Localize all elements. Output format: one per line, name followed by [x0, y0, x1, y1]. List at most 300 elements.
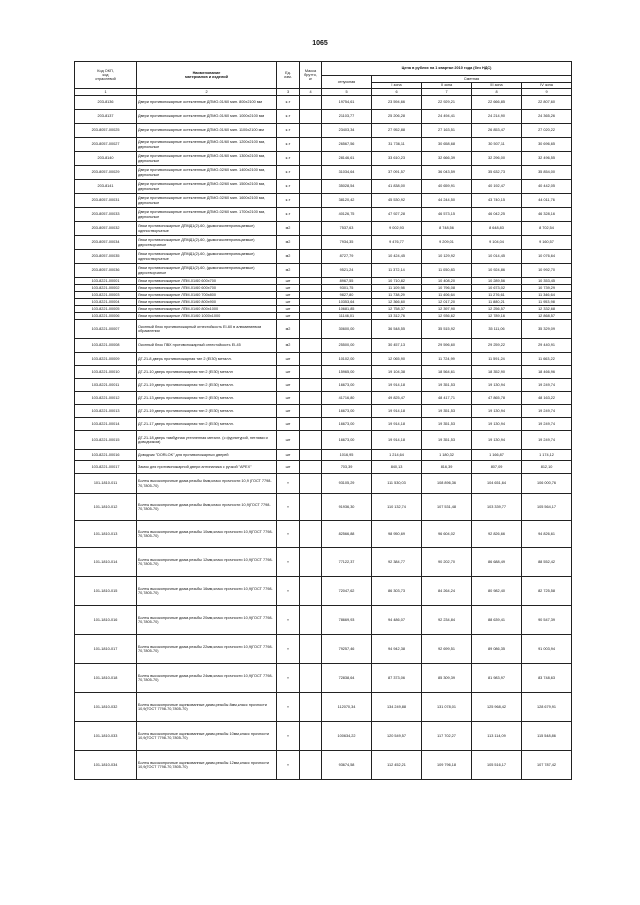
row-name: Двери противопожарные остекленные ДПМО-02/60 мин. 1400х2100 мм, двупольные: [137, 166, 277, 180]
row-release-price: 16673,00: [322, 379, 372, 392]
row-release-price: 31034,64: [322, 166, 372, 180]
row-unit: м2: [277, 236, 300, 250]
row-name: Болты высокопрочные оцинкованные диам.резьбы 8мм,класс прочности 10,9(ГОСТ 7798-70,7805-70): [137, 693, 277, 722]
row-name: Болты высокопрочные диам.резьбы 8мм,класс прочности 10,9(ГОСТ 7798-70,7805-70): [137, 494, 277, 521]
row-mass: [300, 461, 322, 474]
header-code: Код ОКП, код отраслевой: [75, 62, 137, 89]
row-zone1-price: 11 372,14: [372, 264, 422, 278]
row-unit: шт: [277, 313, 300, 320]
row-mass: [300, 494, 322, 521]
row-release-price: 19754,61: [322, 96, 372, 110]
row-unit: шт: [277, 366, 300, 379]
row-zone4-price: 12 332,68: [522, 306, 572, 313]
table-row: [75, 577, 572, 606]
row-zone2-price: 117 702,27: [422, 722, 472, 751]
row-zone3-price: 105 516,17: [472, 751, 522, 780]
column-number: 7: [422, 89, 472, 96]
row-zone3-price: 10 014,45: [472, 250, 522, 264]
row-release-price: 7537,63: [322, 222, 372, 236]
row-unit: шт: [277, 450, 300, 461]
row-release-price: 8727,79: [322, 250, 372, 264]
row-release-price: 79257,46: [322, 635, 372, 664]
row-mass: [300, 292, 322, 299]
row-zone1-price: 134 249,88: [372, 693, 422, 722]
row-zone4-price: 1 174,12: [522, 450, 572, 461]
row-unit: к-т: [277, 124, 300, 138]
row-code: 101-1810-011: [75, 474, 137, 494]
row-release-price: 1016,95: [322, 450, 372, 461]
row-zone3-price: 18 352,90: [472, 366, 522, 379]
row-zone2-price: 27 163,51: [422, 124, 472, 138]
header-zone-1: I зона: [372, 83, 422, 89]
row-name: Двери противопожарные остекленные ДПМО-01/60 мин. 1100х2100 мм: [137, 124, 277, 138]
row-zone1-price: 19 914,18: [372, 418, 422, 431]
row-code: 203-8140: [75, 152, 137, 166]
row-zone1-price: 25 206,28: [372, 110, 422, 124]
row-code: 103-8221-00010: [75, 366, 137, 379]
row-release-price: 28146,61: [322, 152, 372, 166]
row-zone2-price: 11 406,64: [422, 292, 472, 299]
row-zone3-price: 113 114,09: [472, 722, 522, 751]
header-zone-3: III зона: [472, 83, 522, 89]
row-zone1-price: 87 373,06: [372, 664, 422, 693]
row-mass: [300, 548, 322, 577]
row-mass: [300, 194, 322, 208]
row-mass: [300, 392, 322, 405]
row-release-price: 41716,80: [322, 392, 372, 405]
row-code: 101-1810-033: [75, 722, 137, 751]
row-zone2-price: 35 515,92: [422, 320, 472, 339]
row-zone1-price: 12 758,37: [372, 306, 422, 313]
row-zone2-price: 131 078,01: [422, 693, 472, 722]
row-zone2-price: 9 209,01: [422, 236, 472, 250]
row-release-price: 40126,75: [322, 208, 372, 222]
row-zone1-price: 12 366,60: [372, 299, 422, 306]
row-zone1-price: 1 214,64: [372, 450, 422, 461]
row-unit: шт: [277, 392, 300, 405]
table-row: [75, 194, 572, 208]
row-code: 103-8221-00015: [75, 431, 137, 450]
header-zone-2: II зона: [422, 83, 472, 89]
row-zone3-price: 11 591,24: [472, 353, 522, 366]
header-price-title: Цена в рублях на 1 квартал 2010 года (без НДС): [322, 62, 572, 76]
row-zone2-price: 10 129,92: [422, 250, 472, 264]
row-release-price: 16673,00: [322, 431, 372, 450]
row-mass: [300, 751, 322, 780]
row-name: Люки противопожарные ДПМД1(2)-60, (дымогазонепроницаемые) двухстворчатые: [137, 264, 277, 278]
table-row: [75, 494, 572, 521]
row-zone1-price: 120 549,57: [372, 722, 422, 751]
row-zone1-price: 41 838,00: [372, 180, 422, 194]
row-zone1-price: 110 132,74: [372, 494, 422, 521]
row-zone4-price: 107 787,42: [522, 751, 572, 780]
row-zone4-price: 44 011,76: [522, 194, 572, 208]
row-code: 103-8221-00007: [75, 320, 137, 339]
header-estimate: Сметная: [372, 76, 572, 83]
row-name: ДГ-21-18 дверь тамбурная утепленная металл. (с фурнитурой, петлями и доводчиком): [137, 431, 277, 450]
row-zone1-price: 86 303,73: [372, 577, 422, 606]
table-row: [75, 250, 572, 264]
price-table: [74, 61, 572, 780]
table-row: [75, 299, 572, 306]
row-zone4-price: 10 353,45: [522, 278, 572, 285]
row-zone4-price: 88 552,42: [522, 548, 572, 577]
row-zone1-price: 94 486,07: [372, 606, 422, 635]
row-mass: [300, 138, 322, 152]
row-zone1-price: 30 457,13: [372, 339, 422, 353]
row-release-price: 38120,42: [322, 194, 372, 208]
table-row: [75, 461, 572, 474]
row-name: Двери противопожарные остекленные ДПМО-01/60 мин. 1200х2100 мм, двупольные: [137, 138, 277, 152]
row-zone4-price: 115 548,86: [522, 722, 572, 751]
row-unit: шт: [277, 278, 300, 285]
row-unit: шт: [277, 292, 300, 299]
header-unit: Ед. изм.: [277, 62, 300, 89]
row-code: 103-8221-00001: [75, 278, 137, 285]
row-name: Болты высокопрочные диам.резьбы 12мм,класс прочности 10,9(ГОСТ 7798-70,7805-70): [137, 548, 277, 577]
row-unit: т: [277, 494, 300, 521]
row-unit: к-т: [277, 208, 300, 222]
row-zone3-price: 11 880,21: [472, 299, 522, 306]
row-code: 101-1810-016: [75, 606, 137, 635]
row-zone4-price: 18 466,96: [522, 366, 572, 379]
row-name: Люки противопожарные ЛПМ-01/60 800х1000: [137, 306, 277, 313]
column-number: 6: [372, 89, 422, 96]
row-zone1-price: 10 424,45: [372, 250, 422, 264]
table-row: [75, 635, 572, 664]
row-zone3-price: 12 256,57: [472, 306, 522, 313]
row-name: ДГ-21-13 дверь противопожарная тип 2 (EI30) металл.: [137, 392, 277, 405]
row-zone4-price: 11 346,64: [522, 292, 572, 299]
row-zone2-price: 40 659,91: [422, 180, 472, 194]
row-zone1-price: 10 710,82: [372, 278, 422, 285]
row-zone2-price: 44 244,50: [422, 194, 472, 208]
row-code: 203-8057-00036: [75, 264, 137, 278]
row-zone1-price: 19 914,18: [372, 405, 422, 418]
table-row: [75, 693, 572, 722]
table-row: [75, 278, 572, 285]
table-row: [75, 285, 572, 292]
row-zone4-price: 106 000,76: [522, 474, 572, 494]
row-zone1-price: 11 738,29: [372, 292, 422, 299]
row-zone3-price: 19 130,94: [472, 431, 522, 450]
row-zone3-price: 807,09: [472, 461, 522, 474]
row-zone1-price: 94 942,38: [372, 635, 422, 664]
row-unit: м2: [277, 250, 300, 264]
row-unit: т: [277, 577, 300, 606]
row-zone1-price: 31 736,11: [372, 138, 422, 152]
row-zone1-price: 13 312,76: [372, 313, 422, 320]
row-name: Двери противопожарные остекленные ДПМО-02/60 мин. 1500х2100 мм, двупольные: [137, 180, 277, 194]
row-zone4-price: 82 725,58: [522, 577, 572, 606]
row-release-price: 9301,75: [322, 285, 372, 292]
table-row: [75, 96, 572, 110]
row-zone1-price: 12 065,90: [372, 353, 422, 366]
row-zone4-price: 91 003,94: [522, 635, 572, 664]
table-row: [75, 110, 572, 124]
row-release-price: 100634,22: [322, 722, 372, 751]
row-zone2-price: 12 017,20: [422, 299, 472, 306]
row-release-price: 25500,00: [322, 339, 372, 353]
row-name: Болты высокопрочные оцинкованные диам.резьбы 12мм,класс прочности 10,9(ГОСТ 7798-70,7805-70): [137, 751, 277, 780]
table-row: [75, 180, 572, 194]
table-row: [75, 521, 572, 548]
row-release-price: 26567,56: [322, 138, 372, 152]
row-unit: т: [277, 548, 300, 577]
row-mass: [300, 110, 322, 124]
row-name: Люки противопожарные ЛПМ-01/60 700х800: [137, 292, 277, 299]
row-code: 103-8221-00008: [75, 339, 137, 353]
row-zone4-price: 812,10: [522, 461, 572, 474]
row-zone4-price: 19 249,74: [522, 431, 572, 450]
table-row: [75, 418, 572, 431]
row-mass: [300, 405, 322, 418]
row-zone4-price: 10 739,29: [522, 285, 572, 292]
row-zone2-price: 29 596,60: [422, 339, 472, 353]
header-zone-4: IV зона: [522, 83, 572, 89]
row-mass: [300, 353, 322, 366]
row-zone3-price: 32 296,00: [472, 152, 522, 166]
row-zone2-price: 816,39: [422, 461, 472, 474]
row-mass: [300, 264, 322, 278]
row-release-price: 10353,64: [322, 299, 372, 306]
row-zone1-price: 9 476,77: [372, 236, 422, 250]
row-release-price: 10681,85: [322, 306, 372, 313]
row-name: ДГ-21-10 дверь противопожарная тип 2 (EI30) металл: [137, 366, 277, 379]
row-zone1-price: 23 594,66: [372, 96, 422, 110]
row-zone2-price: 12 936,62: [422, 313, 472, 320]
row-mass: [300, 222, 322, 236]
table-row: [75, 722, 572, 751]
row-name: Двери противопожарные остекленные ДПМО-02/60 мин. 1700х2100 мм, двупольные: [137, 208, 277, 222]
row-zone3-price: 30 507,11: [472, 138, 522, 152]
row-name: Болты высокопрочные диам.резьбы 6мм,класс прочности 10,9 (ГОСТ 7798-70,7805-70): [137, 474, 277, 494]
row-unit: м2: [277, 264, 300, 278]
row-release-price: 72047,62: [322, 577, 372, 606]
row-zone3-price: 92 826,66: [472, 521, 522, 548]
row-unit: т: [277, 474, 300, 494]
row-zone2-price: 85 309,39: [422, 664, 472, 693]
row-zone2-price: 92 234,84: [422, 606, 472, 635]
row-code: 203-8057-00034: [75, 236, 137, 250]
row-zone3-price: 86 688,49: [472, 548, 522, 577]
row-zone2-price: 107 531,48: [422, 494, 472, 521]
row-zone1-price: 9 002,93: [372, 222, 422, 236]
table-row: [75, 353, 572, 366]
row-release-price: 82566,88: [322, 521, 372, 548]
row-zone2-price: 10 408,20: [422, 278, 472, 285]
row-mass: [300, 180, 322, 194]
row-zone3-price: 8 648,83: [472, 222, 522, 236]
row-zone4-price: 12 868,57: [522, 313, 572, 320]
row-zone4-price: 46 328,16: [522, 208, 572, 222]
row-unit: т: [277, 722, 300, 751]
row-zone4-price: 11 953,98: [522, 299, 572, 306]
row-name: Люки противопожарные ДПМД1(2)-60, (дымогазонепроницаемые) однностворчатые: [137, 222, 277, 236]
row-zone2-price: 11 724,99: [422, 353, 472, 366]
row-code: 103-8221-00012: [75, 392, 137, 405]
row-zone4-price: 105 564,17: [522, 494, 572, 521]
row-name: Болты высокопрочные оцинкованные диам.резьбы 10мм,класс прочности 10,9(ГОСТ 7798-70,7805-70): [137, 722, 277, 751]
row-zone2-price: 1 180,32: [422, 450, 472, 461]
table-row: [75, 264, 572, 278]
row-zone3-price: 29 259,22: [472, 339, 522, 353]
table-header: [75, 62, 572, 96]
row-zone3-price: 19 130,94: [472, 418, 522, 431]
row-unit: шт: [277, 431, 300, 450]
row-unit: шт: [277, 418, 300, 431]
row-zone1-price: 840,13: [372, 461, 422, 474]
row-mass: [300, 124, 322, 138]
row-zone1-price: 49 825,47: [372, 392, 422, 405]
row-name: ДГ-21-19 дверь противопожарная тип 2 (EI30) металл.: [137, 379, 277, 392]
row-zone4-price: 19 249,74: [522, 405, 572, 418]
row-code: 203-8057-00035: [75, 250, 137, 264]
row-code: 203-8137: [75, 110, 137, 124]
row-code: 101-1810-034: [75, 751, 137, 780]
row-mass: [300, 664, 322, 693]
row-release-price: 8967,55: [322, 278, 372, 285]
row-name: Двери противопожарные остекленные ДПМО-02/60 мин. 1600х2100 мм, двупольные: [137, 194, 277, 208]
row-zone3-price: 125 968,42: [472, 693, 522, 722]
row-zone4-price: 22 807,60: [522, 96, 572, 110]
row-mass: [300, 474, 322, 494]
row-unit: м2: [277, 320, 300, 339]
table-row: [75, 405, 572, 418]
table-row: [75, 751, 572, 780]
row-zone2-price: 19 351,53: [422, 431, 472, 450]
row-zone2-price: 36 043,59: [422, 166, 472, 180]
row-zone1-price: 45 530,92: [372, 194, 422, 208]
row-zone4-price: 32 496,55: [522, 152, 572, 166]
row-zone3-price: 43 740,15: [472, 194, 522, 208]
row-zone4-price: 19 249,74: [522, 418, 572, 431]
table-row: [75, 392, 572, 405]
row-unit: м2: [277, 339, 300, 353]
row-unit: т: [277, 693, 300, 722]
row-zone4-price: 35 329,09: [522, 320, 572, 339]
row-code: 103-8221-00002: [75, 285, 137, 292]
row-mass: [300, 379, 322, 392]
row-unit: шт: [277, 353, 300, 366]
row-zone3-price: 10 924,86: [472, 264, 522, 278]
row-name: Люки противопожарные ЛПМ-01/60 600х700: [137, 285, 277, 292]
column-number: 4: [300, 89, 322, 96]
table-row: [75, 431, 572, 450]
row-release-price: 10102,00: [322, 353, 372, 366]
row-release-price: 9827,80: [322, 292, 372, 299]
row-unit: шт: [277, 461, 300, 474]
row-zone2-price: 32 666,39: [422, 152, 472, 166]
row-zone3-price: 103 339,77: [472, 494, 522, 521]
row-zone3-price: 10 673,02: [472, 285, 522, 292]
column-number-row: [75, 89, 572, 96]
row-mass: [300, 306, 322, 313]
row-zone3-price: 24 214,90: [472, 110, 522, 124]
table-row: [75, 152, 572, 166]
row-release-price: 93105,29: [322, 474, 372, 494]
row-zone1-price: 11 109,98: [372, 285, 422, 292]
row-mass: [300, 320, 322, 339]
row-zone4-price: 128 679,91: [522, 693, 572, 722]
row-zone1-price: 27 952,88: [372, 124, 422, 138]
row-unit: к-т: [277, 152, 300, 166]
row-code: 103-8221-00004: [75, 299, 137, 306]
row-zone3-price: 40 192,47: [472, 180, 522, 194]
table-row: [75, 313, 572, 320]
header-release: отпускная: [322, 76, 372, 89]
row-name: Болты высокопрочные диам.резьбы 22мм,класс прочности 10,9(ГОСТ 7798-70,7805-70): [137, 635, 277, 664]
table-row: [75, 339, 572, 353]
row-zone2-price: 19 351,53: [422, 379, 472, 392]
row-zone2-price: 19 351,53: [422, 405, 472, 418]
table-row: [75, 450, 572, 461]
row-release-price: 35028,54: [322, 180, 372, 194]
row-mass: [300, 250, 322, 264]
row-zone2-price: 19 351,53: [422, 418, 472, 431]
row-zone4-price: 35 854,00: [522, 166, 572, 180]
row-name: Болты высокопрочные диам.резьбы 10мм,класс прочности 10,9(ГОСТ 7798-70,7805-70): [137, 521, 277, 548]
row-zone2-price: 11 050,83: [422, 264, 472, 278]
row-mass: [300, 278, 322, 285]
row-name: Люки противопожарные ДПМД1(2)-60, (дымогазонепроницаемые) однностворчатые: [137, 250, 277, 264]
row-zone3-price: 9 104,04: [472, 236, 522, 250]
row-release-price: 21103,77: [322, 110, 372, 124]
table-row: [75, 166, 572, 180]
row-mass: [300, 236, 322, 250]
row-zone2-price: 10 796,08: [422, 285, 472, 292]
column-number: 9: [522, 89, 572, 96]
row-release-price: 11146,01: [322, 313, 372, 320]
row-release-price: 78669,93: [322, 606, 372, 635]
row-zone1-price: 36 548,55: [372, 320, 422, 339]
row-zone1-price: 19 914,18: [372, 379, 422, 392]
row-name: Болты высокопрочные диам.резьбы 16мм,класс прочности 10,9(ГОСТ 7798-70,7805-70): [137, 577, 277, 606]
row-zone2-price: 90 202,70: [422, 548, 472, 577]
row-zone4-price: 83 748,63: [522, 664, 572, 693]
row-release-price: 16673,00: [322, 405, 372, 418]
row-unit: т: [277, 635, 300, 664]
row-release-price: 703,39: [322, 461, 372, 474]
row-release-price: 77122,37: [322, 548, 372, 577]
row-zone4-price: 10 076,64: [522, 250, 572, 264]
row-zone3-price: 35 632,73: [472, 166, 522, 180]
row-zone2-price: 46 573,15: [422, 208, 472, 222]
table-row: [75, 366, 572, 379]
row-unit: шт: [277, 299, 300, 306]
row-zone3-price: 26 853,47: [472, 124, 522, 138]
table-row: [75, 138, 572, 152]
row-unit: к-т: [277, 110, 300, 124]
row-zone4-price: 48 163,22: [522, 392, 572, 405]
table-row: [75, 236, 572, 250]
row-mass: [300, 339, 322, 353]
row-zone1-price: 112 452,21: [372, 751, 422, 780]
row-unit: к-т: [277, 166, 300, 180]
row-unit: к-т: [277, 194, 300, 208]
row-release-price: 91936,30: [322, 494, 372, 521]
row-unit: к-т: [277, 96, 300, 110]
row-zone4-price: 10 992,70: [522, 264, 572, 278]
row-release-price: 30600,00: [322, 320, 372, 339]
row-unit: т: [277, 606, 300, 635]
column-number: 3: [277, 89, 300, 96]
row-mass: [300, 313, 322, 320]
row-zone3-price: 19 130,94: [472, 405, 522, 418]
row-mass: [300, 693, 322, 722]
row-zone3-price: 81 983,97: [472, 664, 522, 693]
row-mass: [300, 96, 322, 110]
